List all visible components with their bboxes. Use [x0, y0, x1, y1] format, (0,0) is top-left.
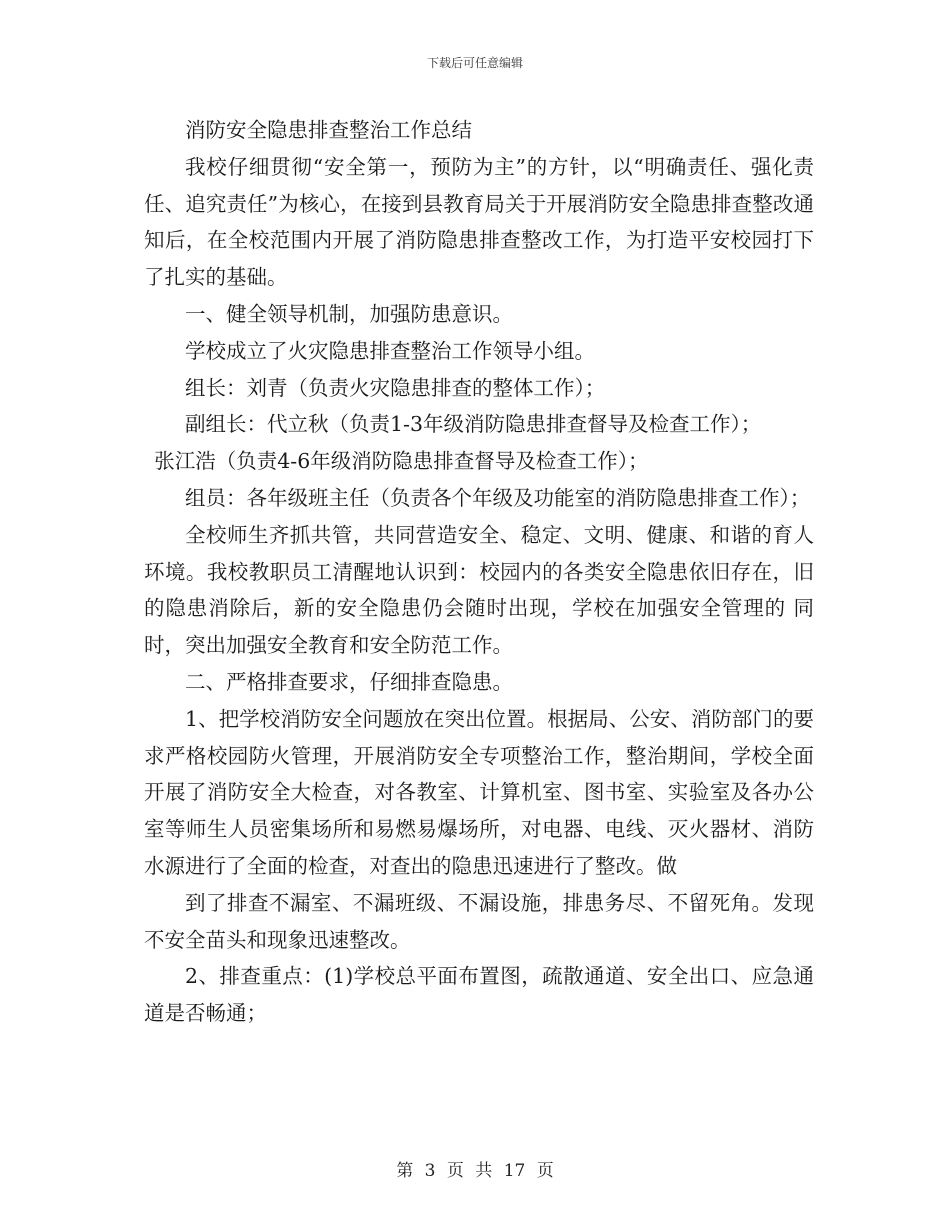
paragraph-deputy-leader-2: 张江浩（负责4-6年级消防隐患排查督导及检查工作）； — [154, 449, 649, 474]
section-heading-2: 二、严格排查要求，仔细排查隐患。 — [185, 669, 513, 694]
document-body — [144, 112, 814, 1032]
paragraph-leadership-group: 学校成立了火灾隐患排查整治工作领导小组。 — [185, 338, 595, 363]
section-heading-1: 一、健全领导机制，加强防患意识。 — [185, 301, 513, 326]
paragraph-all-staff: 全校师生齐抓共管，共同营造安全、稳定、文明、健康、和谐的育人环境。我校教职员工清醒地认识到：校园内的各类安全隐患依旧存在，旧的隐患消除后，新的安全隐患仍会随时出现，学校在加强安全管理的 同时，突出加强安全教育和安全防范工作。 — [144, 522, 814, 658]
paragraph-item-1: 1、把学校消防安全问题放在突出位置。根据局、公安、消防部门的要求严格校园防火管理，开展消防安全专项整治工作，整治期间，学校全面开展了消防安全大检查，对各教室、计算机室、图书室、实验室及各办公室等师生人员密集场所和易燃易爆场所，对电器、电线、灭火器材、消防水源进行了全面的检查，对查出的隐患迅速进行了整改。做 — [144, 706, 814, 878]
paragraph-item-2: 2、排查重点：(1)学校总平面布置图，疏散通道、安全出口、应急通道是否畅通； — [144, 964, 814, 1026]
page-footer: 第 3 页 共 17 页 — [396, 1161, 554, 1181]
paragraph-item-1-cont: 到了排查不漏室、不漏班级、不漏设施，排患务尽、不留死角。发现不安全苗头和现象迅速整改。 — [144, 890, 814, 952]
paragraph-members: 组员：各年级班主任（负责各个年级及功能室的消防隐患排查工作）； — [185, 485, 811, 510]
paragraph-intro: 我校仔细贯彻“安全第一，预防为主”的方针，以“明确责任、强化责任、追究责任”为核心，在接到县教育局关于开展消防安全隐患排查整改通知后，在全校范围内开展了消防隐患排查整改工作，为打造平安校园打下了扎实的基础。 — [144, 154, 814, 290]
document-title: 消防安全隐患排查整治工作总结 — [185, 118, 472, 142]
paragraph-group-leader: 组长：刘青（负责火灾隐患排查的整体工作）； — [185, 375, 606, 400]
paragraph-deputy-leader: 副组长：代立秋（负责1-3年级消防隐患排查督导及检查工作）； — [185, 412, 762, 437]
page-header: 下载后可任意编辑 — [426, 56, 523, 70]
